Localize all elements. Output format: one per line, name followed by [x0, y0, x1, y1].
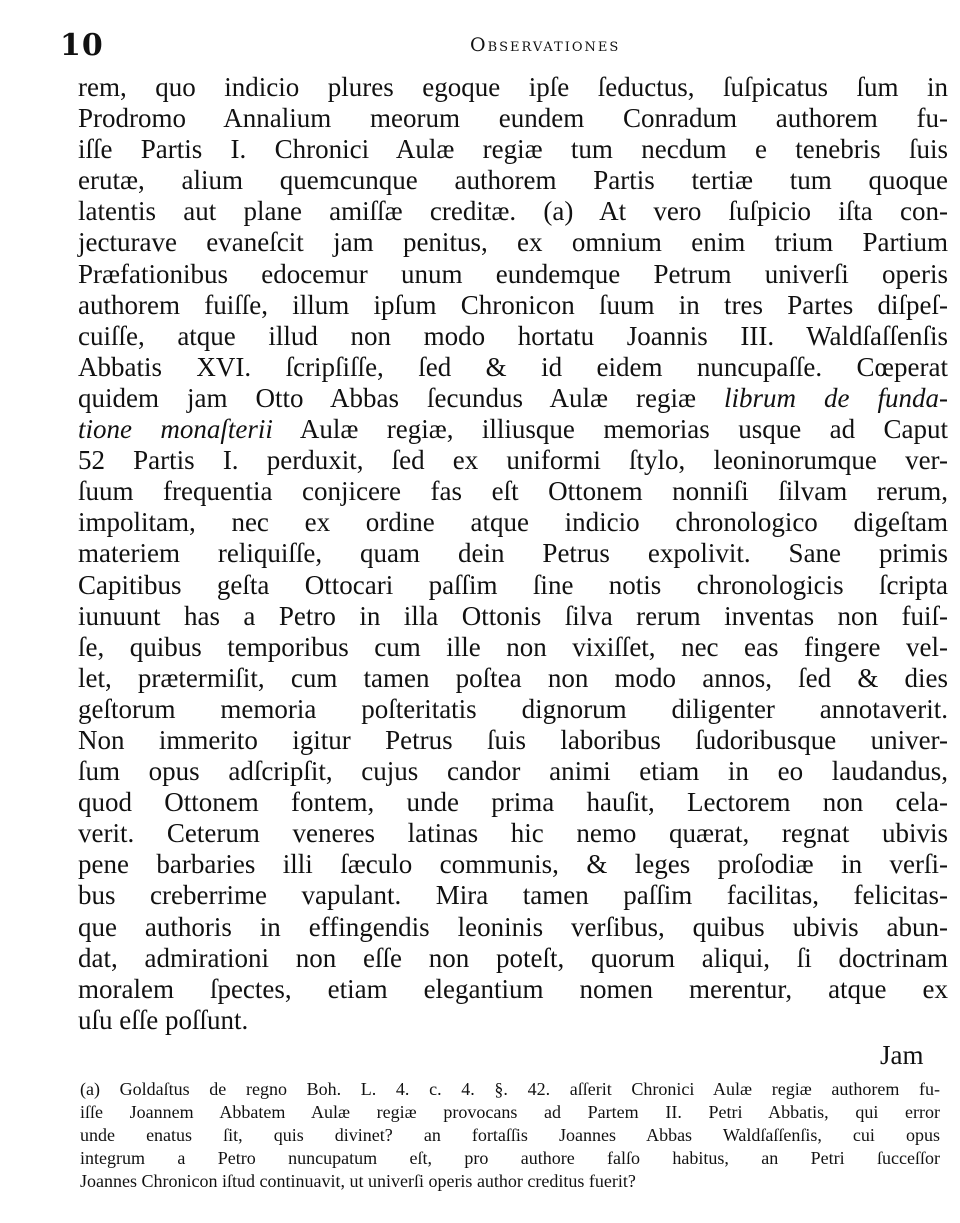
page-header [60, 28, 940, 64]
text-line: ſuum frequentia conjicere fas eſt Ottonem nonniſi ſilvam rerum, [78, 476, 948, 507]
text-line: 52 Partis I. perduxit, ſed ex uniformi ſtylo, leoninorumque ver- [78, 445, 948, 476]
text-line: Præfationibus edocemur unum eundemque Petrum univerſi operis [78, 258, 948, 289]
catchword: Jam [880, 1040, 924, 1070]
text-line: geſtorum memoria poſteritatis dignorum diligenter annotaverit. [78, 693, 948, 724]
footnote-line: (a) Goldaſtus de regno Boh. L. 4. c. 4. §. 42. aſſerit Chronici Aulæ regiæ authorem fu- [80, 1079, 940, 1099]
text-line: rem, quo indicio plures egoque ipſe ſeductus, ſuſpicatus ſum in [78, 72, 948, 102]
text-line: iunuunt has a Petro in illa Ottonis ſilva rerum inventas non fuiſ- [78, 600, 948, 631]
footnote-line: unde enatus ſit, quis divinet? an fortaſſis Joannes Abbas Waldſaſſenſis, cui opus [80, 1125, 940, 1145]
footnote [80, 1078, 940, 1193]
text-line: ſum opus adſcripſit, cujus candor animi etiam in eo laudandus, [78, 756, 948, 787]
page-number: 10 [60, 28, 104, 63]
text-line: quidem jam Otto Abbas ſecundus Aulæ regiæ librum de funda- [78, 382, 948, 413]
text-line: ſe, quibus temporibus cum ille non vixiſſet, nec eas fingere vel- [78, 631, 948, 662]
text-line: dat, admirationi non eſſe non poteſt, quorum aliqui, ſi doctrinam [78, 942, 948, 973]
footnote-line: Joannes Chronicon iſtud continuavit, ut univerſi operis author creditus fuerit? [80, 1171, 636, 1191]
text-line: cuiſſe, atque illud non modo hortatu Joannis III. Waldſaſſenſis [78, 320, 948, 351]
text-line: verit. Ceterum veneres latinas hic nemo quærat, regnat ubivis [78, 818, 948, 849]
italic-title-phrase: librum de funda- [723, 382, 948, 413]
text-line: authorem fuiſſe, illum ipſum Chronicon ſuum in tres Partes diſpeſ- [78, 289, 948, 320]
text-line: bus creberrime vapulant. Mira tamen paſſim facilitas, felicitas- [78, 880, 948, 911]
text-line: latentis aut plane amiſſæ creditæ. (a) At vero ſuſpicio iſta con- [78, 196, 948, 227]
text-line: quod Ottonem fontem, unde prima hauſit, Lectorem non cela- [78, 787, 948, 818]
text-line: Prodromo Annalium meorum eundem Conradum authorem fu- [78, 103, 948, 134]
text-line: Non immerito igitur Petrus ſuis laboribus ſudoribusque univer- [78, 724, 948, 755]
running-head: Observationes [470, 34, 621, 56]
body-text [78, 72, 948, 1036]
text-line: moralem ſpectes, etiam elegantium nomen merentur, atque ex [78, 973, 948, 1004]
text-line: uſu eſſe poſſunt. [78, 1004, 249, 1035]
text-line: let, prætermiſit, cum tamen poſtea non modo annos, ſed & dies [78, 662, 948, 693]
text-line: impolitam, nec ex ordine atque indicio chronologico digeſtam [78, 507, 948, 538]
text-line: que authoris in effingendis leoninis verſibus, quibus ubivis abun- [78, 911, 948, 942]
text-line: materiem reliquiſſe, quam dein Petrus expolivit. Sane primis [78, 538, 948, 569]
text-line: Capitibus geſta Ottocari paſſim ſine notis chronologicis ſcripta [78, 569, 948, 600]
text-line: iſſe Partis I. Chronici Aulæ regiæ tum necdum e tenebris ſuis [78, 134, 948, 165]
italic-title-phrase: tione monaſterii [78, 414, 273, 445]
footnote-line: iſſe Joannem Abbatem Aulæ regiæ provocans ad Partem II. Petri Abbatis, qui error [80, 1102, 940, 1122]
text-line: Abbatis XVI. ſcripſiſſe, ſed & id eidem nuncupaſſe. Cœperat [78, 351, 948, 382]
footnote-line: integrum a Petro nuncupatum eſt, pro authore falſo habitus, an Petri ſucceſſor [80, 1148, 940, 1168]
text-line: tione monaſterii Aulæ regiæ, illiusque memorias usque ad Caput [78, 414, 948, 445]
text-line: pene barbaries illi ſæculo communis, & leges proſodiæ in verſi- [78, 849, 948, 880]
text-line: jecturave evaneſcit jam penitus, ex omnium enim trium Partium [78, 227, 948, 258]
text-line: erutæ, alium quemcunque authorem Partis tertiæ tum quoque [78, 165, 948, 196]
